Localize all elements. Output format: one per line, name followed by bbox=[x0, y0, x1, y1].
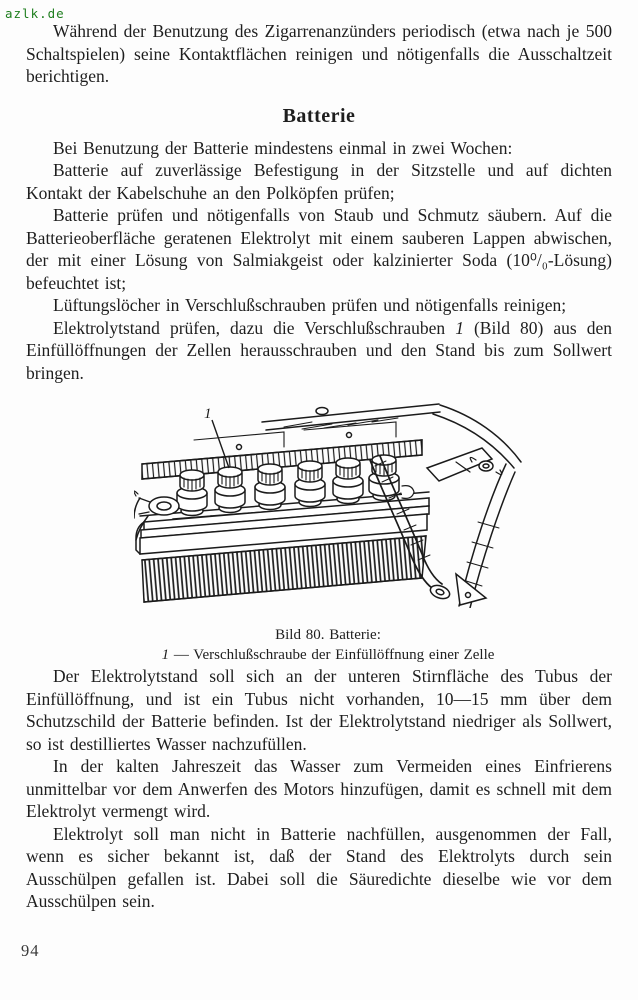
section-heading-batterie: Batterie bbox=[282, 104, 356, 127]
page-number: 94 bbox=[21, 941, 40, 960]
paragraph-electrolyte-refill: Elektrolyt soll man nicht in Batterie nachfüllen, ausgenommen der Fall, wenn es sicher bekannt ist, daß der Stand des Elektrolyts durch sein Ausschülpen gefallen ist. Dabei soll die Säuredichte dieselbe wie vor dem Ausschülpen sein. bbox=[26, 823, 612, 911]
figure-caption-item-ref: 1 bbox=[161, 647, 170, 663]
paragraph-cigar-lighter: Während der Benutzung des Zigarrenanzünders periodisch (etwa nach je 500 Schaltspielen) seine Kontaktflächen reinigen und nötigenfalls die Ausschaltzeit berichtigen. bbox=[26, 21, 612, 86]
electrolyte-level-text-pre: Elektrolytstand prüfen, dazu die Verschlußschrauben bbox=[53, 317, 456, 338]
electrolyte-level-text-post: (Bild 80) aus den Einfüllöffnungen der Zellen herausschrauben und den Stand bis zum Sollwert bringen. bbox=[26, 317, 612, 383]
paragraph-vent-holes: Lüftungslöcher in Verschlußschrauben prüfen und nötigenfalls reinigen; bbox=[53, 295, 567, 315]
paragraph-battery-mounting: Batterie auf zuverlässige Befestigung in der Sitzstelle und auf dichten Kontakt der Kabelschuhe an den Polköpfen prüfen; bbox=[26, 160, 612, 203]
paragraph-battery-cleaning: Batterie prüfen und nötigenfalls von Staub und Schmutz säubern. Auf die Batterieoberfläche geratenen Elektrolyt mit einem sauberen Lappen abwischen, der mit einer Lösung von Salmiakgeist oder kalzinierter Soda (10⁰/₀-Lösung) befeuchtet ist; bbox=[26, 205, 612, 293]
paragraph-electrolyte-spec: Der Elektrolytstand soll sich an der unteren Stirnfläche des Tubus der Einfüllöffnung, und ist ein Tubus nicht vorhanden, 10—15 mm über dem Schutzschild der Batterie befinden. Ist der Elektrolytstand niedriger als Sollwert, so ist destilliertes Wasser nachzufüllen. bbox=[26, 666, 612, 754]
electrolyte-level-figure-ref: 1 bbox=[455, 317, 464, 338]
page-content bbox=[26, 20, 612, 913]
figure-caption-item bbox=[152, 645, 504, 665]
figure-label-1: 1 bbox=[204, 406, 212, 422]
paragraph-winter-water: In der kalten Jahreszeit das Wasser zum Vermeiden eines Einfrierens unmittelbar vor dem Anwerfen des Motors hinzufügen, damit es schnell mit dem Elektrolyt vermengt wird. bbox=[26, 756, 612, 821]
paragraph-battery-intervals: Bei Benutzung der Batterie mindestens einmal in zwei Wochen: bbox=[53, 137, 513, 158]
figure-caption bbox=[152, 625, 504, 665]
figure-caption-title: Bild 80. Batterie: bbox=[275, 627, 381, 643]
paragraph-electrolyte-level bbox=[26, 317, 612, 385]
watermark-azlk: azlk.de bbox=[5, 6, 65, 21]
figure-caption-item-text: — Verschlußschraube der Einfüllöffnung einer Zelle bbox=[169, 647, 495, 663]
battery-illustration bbox=[134, 402, 522, 608]
battery-figure bbox=[134, 402, 522, 665]
